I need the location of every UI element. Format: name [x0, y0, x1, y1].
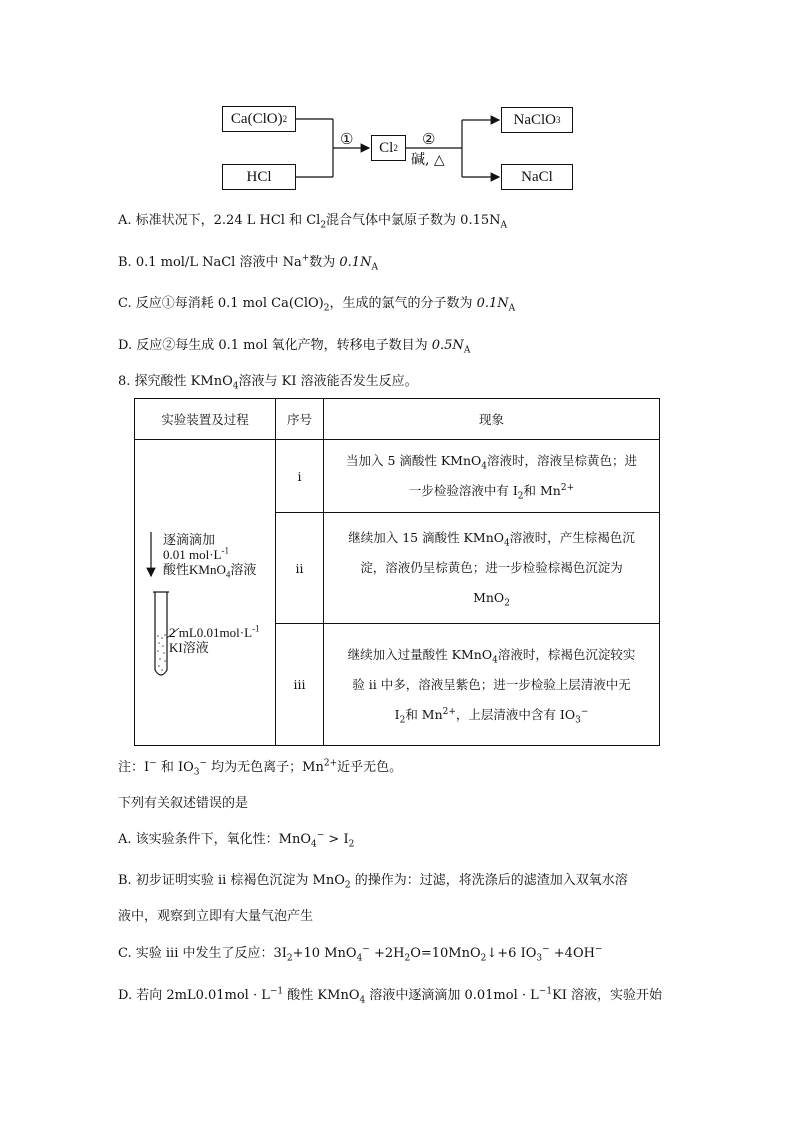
text: 和 Mn [523, 483, 561, 498]
value: 0.5N [431, 338, 464, 353]
table-row [135, 440, 660, 513]
superscript: 2+ [323, 758, 338, 769]
table-header-row [135, 399, 660, 440]
text: 溶液时，溶液呈棕黄色；进 [487, 453, 638, 468]
text: C. 反应①每消耗 0.1 mol Ca(ClO) [118, 296, 324, 311]
q8-question: 下列有关叙述错误的是 [118, 796, 249, 811]
subscript: 3 [193, 767, 200, 778]
subscript: 4 [356, 953, 363, 964]
text: 继续加入 15 滴酸性 KMnO [348, 530, 504, 545]
subscript: 4 [311, 839, 317, 850]
box-sodium-chlorate-label: NaClO [513, 111, 556, 128]
reagent-label [163, 532, 257, 580]
subscript: A [371, 262, 378, 273]
reagent-line [163, 562, 257, 580]
phenomenon-line: 淀，溶液仍呈棕黄色；进一步检验棕褐色沉淀为 [360, 560, 623, 575]
box-sodium-chloride-label: NaCl [521, 168, 553, 185]
text: KI 溶液，实验开始 [552, 988, 663, 1003]
subscript: A [463, 345, 471, 356]
text: 溶液 [230, 562, 257, 577]
header-apparatus: 实验装置及过程 [135, 399, 276, 440]
q8-option-d [118, 986, 662, 1006]
superscript: −1 [269, 986, 284, 997]
q8-option-a [118, 830, 354, 850]
phenomenon-line [330, 583, 653, 613]
text: D. 反应②每生成 0.1 mol 氧化产物，转移电子数目为 [118, 338, 432, 353]
header-number: 序号 [276, 399, 324, 440]
text: +4OH [549, 946, 595, 961]
subscript: 4 [481, 461, 488, 472]
text: 混合气体中氯原子数为 0.15N [326, 213, 501, 228]
step-2-label: ② [422, 130, 436, 148]
q7-option-a [118, 211, 507, 231]
apparatus-cell [135, 440, 276, 746]
text: 近乎无色。 [337, 760, 403, 775]
subscript: 4 [232, 381, 239, 392]
phenomenon-line [330, 476, 653, 506]
text: ，生成的氯气的分子数为 [329, 296, 477, 311]
box-calcium-hypochlorite-label: Ca(ClO) [230, 110, 283, 127]
phenomenon-line [330, 446, 653, 476]
box-sodium-chlorate: NaClO 3 [501, 107, 573, 133]
q7-option-c [118, 294, 515, 314]
experiment-table [134, 398, 660, 746]
q8-stem [118, 372, 418, 392]
subscript: 2 [323, 303, 330, 314]
box-calcium-hypochlorite: Ca(ClO) 2 [222, 106, 296, 132]
text: 2 mL0.01mol·L [169, 625, 253, 640]
text: 酸性KMnO [163, 562, 226, 577]
subscript: 4 [492, 655, 498, 665]
reagent-line [163, 547, 256, 562]
superscript: -1 [252, 623, 260, 634]
solution-label [169, 625, 260, 655]
text: 注：I [118, 760, 150, 775]
text: 0.01 mol·L [163, 547, 222, 562]
text: O=10MnO [410, 946, 481, 961]
superscript: 2+ [442, 706, 456, 717]
text: A. 标准状况下，2.24 L HCl 和 Cl [118, 213, 321, 228]
text: 当加入 5 滴酸性 KMnO [345, 453, 482, 468]
row-number: iii [276, 624, 324, 746]
phenomenon-cell [324, 624, 660, 746]
box-chlorine: Cl 2 [371, 135, 406, 161]
text: ，上层清液中含有 IO [455, 706, 576, 722]
step-1-label: ① [340, 130, 354, 148]
phenomenon-line [330, 640, 653, 670]
diagram-connectors [0, 0, 794, 220]
phenomenon-cell [324, 440, 660, 513]
q7-option-d [118, 336, 470, 356]
phenomenon-line: 验 ii 中多，溶液呈紫色；进一步检验上层清液中无 [352, 676, 631, 692]
phenomenon-cell [324, 513, 660, 624]
superscript: − [199, 758, 208, 769]
text: 8. 探究酸性 KMnO [118, 374, 233, 389]
box-chlorine-label: Cl [379, 139, 394, 156]
text: +2H [369, 946, 405, 961]
row-number: ii [276, 513, 324, 624]
text: 继续加入过量酸性 KMnO [347, 646, 493, 662]
superscript: -1 [221, 545, 229, 556]
q8-note [118, 758, 402, 778]
text: 一步检验溶液中有 I [408, 483, 518, 498]
text: +10 MnO [292, 946, 357, 961]
text: 和 Mn [405, 706, 443, 722]
text: 溶液与 KI 溶液能否发生反应。 [238, 374, 418, 389]
subscript: 4 [504, 538, 510, 549]
superscript: −1 [538, 986, 553, 997]
superscript: − [542, 944, 550, 955]
text: MnO [473, 590, 505, 605]
text: B. 初步证明实验 ii 棕褐色沉淀为 MnO [118, 873, 345, 888]
text: D. 若向 2mL0.01mol · L [118, 988, 270, 1003]
subscript: 2 [399, 715, 406, 725]
solution-line [169, 625, 260, 640]
q7-option-b [118, 253, 378, 273]
superscript: − [580, 706, 589, 717]
subscript: 2 [286, 953, 293, 964]
superscript: + [301, 253, 310, 264]
subscript: 2 [504, 598, 510, 609]
value: 0.1N [339, 255, 372, 270]
q8-option-b-line1 [118, 871, 628, 891]
text: C. 实验 iii 中发生了反应：3I [118, 946, 287, 961]
superscript: 2+ [560, 482, 575, 493]
subscript: 2 [517, 491, 524, 502]
subscript: 2 [348, 839, 355, 850]
subscript: 2 [320, 220, 327, 231]
superscript: − [316, 830, 325, 841]
text: A. 该实验条件下，氧化性：MnO [118, 832, 311, 847]
text: 溶液时，产生棕褐色沉 [509, 530, 635, 545]
solution-line: KI溶液 [169, 640, 209, 655]
header-phenomenon: 现象 [324, 399, 660, 440]
subscript: 2 [404, 953, 411, 964]
text: 均为无色离子；Mn [207, 760, 324, 775]
text: 溶液时，棕褐色沉淀较实 [497, 646, 636, 662]
text: ↓+6 IO [486, 946, 537, 961]
subscript: 4 [225, 569, 231, 580]
text: 和 IO [156, 760, 194, 775]
subscript: 2 [344, 880, 351, 891]
phenomenon-line [330, 523, 653, 553]
superscript: − [149, 758, 157, 769]
subscript: 4 [359, 995, 366, 1006]
q8-option-c [118, 944, 603, 964]
text: 溶液中逐滴滴加 0.01mol · L [365, 988, 539, 1003]
subscript: A [500, 220, 507, 231]
text: 的操作为：过滤，将洗涤后的滤渣加入双氧水溶 [350, 873, 628, 888]
text: I [394, 706, 400, 722]
superscript: − [594, 944, 603, 955]
subscript: 3 [536, 953, 543, 964]
q8-option-b-line2: 液中，观察到立即有大量气泡产生 [118, 909, 314, 924]
reagent-line: 逐滴滴加 [163, 532, 216, 547]
text: 酸性 KMnO [283, 988, 360, 1003]
box-hcl-label: HCl [246, 168, 272, 185]
row-number: i [276, 440, 324, 513]
text: > I [324, 832, 349, 847]
phenomenon-line [330, 700, 653, 730]
text: 数为 [309, 255, 340, 270]
subscript: 3 [575, 715, 581, 725]
subscript: A [508, 303, 516, 314]
value: 0.1N [476, 296, 509, 311]
text: B. 0.1 mol/L NaCl 溶液中 Na [118, 255, 302, 270]
condition-label: 碱, △ [411, 152, 445, 168]
superscript: − [362, 944, 370, 955]
subscript: 2 [480, 953, 487, 964]
